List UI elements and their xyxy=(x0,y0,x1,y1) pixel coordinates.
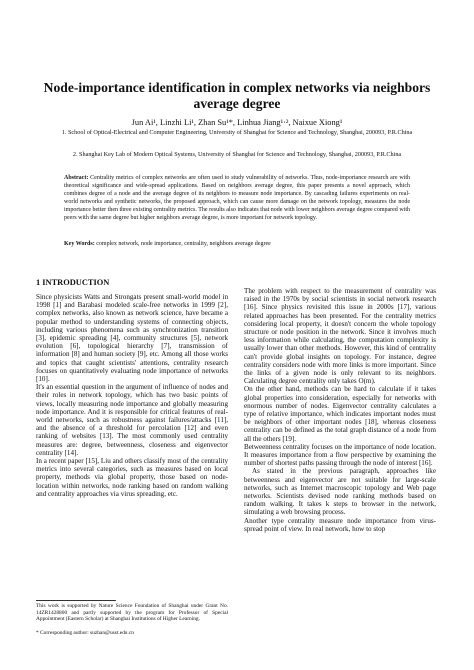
footnote-corresponding-author: * Corresponding author: suzhan@usst.edu.cn xyxy=(36,630,134,636)
body-paragraph: Another type centrality measure node importance from virus-spread point of view. In real network, how to stop xyxy=(244,516,436,533)
keywords xyxy=(64,240,410,248)
body-paragraph: In a recent paper [15], Liu and others classify most of the centrality metrics into several categories, such as measures based on local property, methods via global property, those based on node-location within networks, node ranking based on random walking and centrality approaches via virus spreading, etc. xyxy=(36,457,228,498)
body-paragraph: The problem with respect to the measurement of centrality was raised in the 1970s by social scientists in social network research [16]. Since physics revisited this issue in 2000s [17], various related approaches has been presented. For the centrality metrics considering local property, it doesn't concern the whole topology structure or node position in the network. Since it involves much less information while calculating, the computation complexity is usually lower than other methods. However, this kind of centrality can't provide global insights on topology. For instance, degree centrality considers node with more links is more important. Since the links of a given node is only relevant to its neighbors. Calculating degree centrality only takes O(m). xyxy=(244,287,436,386)
keywords-text: complex network, node importance, centrality, neighbors average degree xyxy=(96,241,271,247)
right-column xyxy=(244,287,436,533)
abstract-label: Abstract: xyxy=(64,175,89,181)
left-column xyxy=(36,293,228,498)
paper-title: Node-importance identification in complex networks via neighbors average degree xyxy=(43,80,431,111)
affiliation-1: 1. School of Optical-Electrical and Computer Engineering, University of Shanghai for Science and Technology, Shanghai, 200093, P.R.China xyxy=(61,129,413,136)
body-paragraph: Betweenness centrality focuses on the importance of node location. It measures importance from a flow perspective by examining the number of shortest paths passing through the node of interest [16]. xyxy=(244,442,436,468)
body-paragraph: As stated in the previous paragraph, approaches like betweenness and eigenvector are not suitable for large-scale networks, such as Internet macroscopic topology and Web page networks. Scientists devised node ranking methods based on random walking. It takes k steps to browser in the network, simulating a web browsing process. xyxy=(244,467,436,517)
body-paragraph: It's an essential question in the argument of influence of nodes and their roles in network topology, which has two basic points of views, locally measuring node importance and globally measuring node importance. And it is responsible for critical features of real-world networks, such as robustness against failures/attacks [11], and the absence of a threshold for percolation [12] and even ranking of websites [13]. The most commonly used centrality measures are: degree, betweenness, closeness and eigenvector centrality [14]. xyxy=(36,383,228,457)
author-list: Jun Ai¹, Linzhi Li¹, Zhan Su¹*, Linhua Jiang¹·², Naixue Xiong¹ xyxy=(131,118,343,127)
section-heading-introduction: 1 INTRODUCTION xyxy=(36,278,110,287)
footnote-rule xyxy=(36,600,116,601)
affiliation-2: 2. Shanghai Key Lab of Modern Optical Systems, University of Shanghai for Science and Technology, Shanghai, 200093, P.R.China xyxy=(72,151,402,158)
body-paragraph: Since physicists Watts and Strongats present small-world model in 1998 [1] and Barabasi modeled scale-free networks in 1999 [2], complex networks, also known as network science, have became a popular method to understanding systems of connecting objects, including various phenomena such as synchronization transition [3], epidemic spreading [4], community structures [5], network evolution [6], topological hierarchy [7], transmission of information [8] and human society [9], etc. Among all those works and topics that caught scientists' attentions, centrality research focuses on quantitatively evaluating node importance of networks [10]. xyxy=(36,293,228,384)
abstract xyxy=(64,175,410,222)
keywords-label: Key Words: xyxy=(64,241,95,247)
footnote-funding: This work is supported by Nature Science Foundation of Shanghai under Grant No. 14ZR1428800 and partly supported by the program for Professor of Special Appointment (Eastern Scholar) at Shanghai Institutions of Higher Learning. xyxy=(36,603,228,623)
abstract-text: Centrality metrics of complex networks are often used to study vulnerability of networks. Thus, node-importance research are with theoretical significance and wide-spread applications. Based on neighbors average degree, this paper presents a novel approach, which combines degree of a node and the average degree of its neighbors to measure node importance. By cascading failures experiments on real-world networks and synthetic networks, the proposed approach, which can cause more damage on the network topology, measures the node importance better then three existing centrality metrics. The results also indicates that node with lower neighbors average degree compared with peers with the same degree but higher neighbors average degree, is more important for network topology. xyxy=(64,175,411,221)
body-paragraph: On the other hand, methods can be hard to calculate if it takes global properties into consideration, especially for networks with enormous number of nodes. Eigenvector centrality calculates a type of relative importance, which indicates important nodes must be neighbors of other important nodes [18], whereas closeness centrality can be defined as the total graph distance of a node from all the others [19]. xyxy=(244,385,436,443)
